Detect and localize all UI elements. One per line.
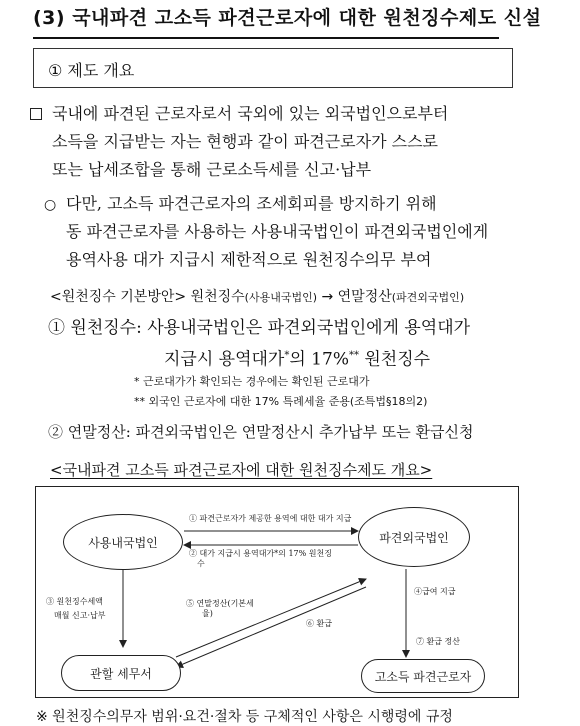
basic-plan-a: 원천징수	[190, 289, 245, 305]
edge-label-7: ⑦ 환급 정산	[416, 637, 460, 646]
step1-text-2b: 의 17%	[289, 349, 349, 370]
note-1: * 근로대가가 확인되는 경우에는 확인된 근로대가	[134, 375, 370, 388]
note-2: ** 외국인 근로자에 대한 17% 특례세율 준용(조특법§18의2)	[134, 395, 428, 408]
step2-number: ②	[48, 423, 64, 441]
step1-text-2c: 원천징수	[358, 349, 431, 370]
title-underline	[33, 37, 499, 39]
step1-star-2: **	[348, 350, 359, 361]
node-user-company: 사용내국법인	[63, 514, 183, 570]
basic-plan-b-note: (파견외국법인)	[391, 291, 465, 304]
basic-plan-line	[50, 286, 464, 306]
subheading-box	[33, 48, 513, 88]
edge-label-3b: 매월 신고·납부	[54, 611, 106, 620]
step1-text-1: 사용내국법인은 파견외국법인에게 용역대가	[147, 318, 471, 338]
edge-label-2b: 수	[197, 559, 205, 568]
para1-line-2: 소득을 지급받는 자는 현행과 같이 파견근로자가 스스로	[52, 132, 439, 151]
para1-line-1: 국내에 파견된 근로자로서 국외에 있는 외국법인으로부터	[52, 104, 449, 123]
edge-label-2a: ② 대가 지급시 용역대가*의 17% 원천징	[189, 549, 332, 558]
step1-text-2a: 지급시 용역대가	[164, 349, 285, 370]
diagram-title: <국내파견 고소득 파견근로자에 대한 원천징수제도 개요>	[50, 461, 433, 479]
para1-line-3: 또는 납세조합을 통해 근로소득세를 신고·납부	[52, 160, 372, 179]
para2-line-3: 용역사용 대가 지급시 제한적으로 원천징수의무 부여	[66, 250, 432, 269]
flow-diagram	[35, 486, 519, 698]
node-worker: 고소득 파견근로자	[361, 659, 485, 693]
circle-bullet-icon: ○	[44, 197, 57, 213]
para2-line-2: 동 파견근로자를 사용하는 사용내국법인이 파견외국법인에게	[66, 222, 489, 241]
step2-line	[48, 418, 473, 446]
step1-line-2	[164, 342, 430, 374]
node-tax-office: 관할 세무서	[61, 655, 181, 691]
edge-label-6: ⑥ 환급	[306, 619, 332, 628]
basic-plan-b: 연말정산	[337, 289, 392, 305]
square-bullet-icon	[30, 108, 42, 120]
edge-label-5a: ⑤ 연말정산(기본세	[186, 599, 254, 608]
arrow-right-icon: →	[321, 289, 334, 305]
basic-plan-a-note: (사용내국법인)	[244, 291, 318, 304]
step1-number: ①	[48, 318, 65, 338]
step1-star-1: *	[284, 350, 290, 361]
section-title: (3) 국내파견 고소득 파견근로자에 대한 원천징수제도 신설	[33, 7, 542, 29]
node-foreign-company: 파견외국법인	[358, 507, 470, 567]
edge-label-1: ① 파견근로자가 제공한 용역에 대한 대가 지급	[189, 514, 352, 523]
para2-line-1: 다만, 고소득 파견근로자의 조세회피를 방지하기 위해	[66, 194, 437, 213]
edge-label-4: ④급여 지급	[414, 587, 456, 596]
footer-note: ※ 원천징수의무자 범위·요건·절차 등 구체적인 사항은 시행령에 규정	[36, 709, 453, 725]
step1-line-1	[48, 314, 470, 342]
basic-plan-prefix: <원천징수 기본방안>	[50, 289, 187, 305]
subheading: ① 제도 개요	[48, 61, 135, 80]
step1-label: 원천징수:	[70, 318, 142, 338]
step2-text: 연말정산: 파견외국법인은 연말정산시 추가납부 또는 환급신청	[67, 423, 474, 441]
edge-label-5b: 율)	[202, 609, 213, 618]
edge-label-3a: ③ 원천징수세액	[46, 597, 103, 606]
